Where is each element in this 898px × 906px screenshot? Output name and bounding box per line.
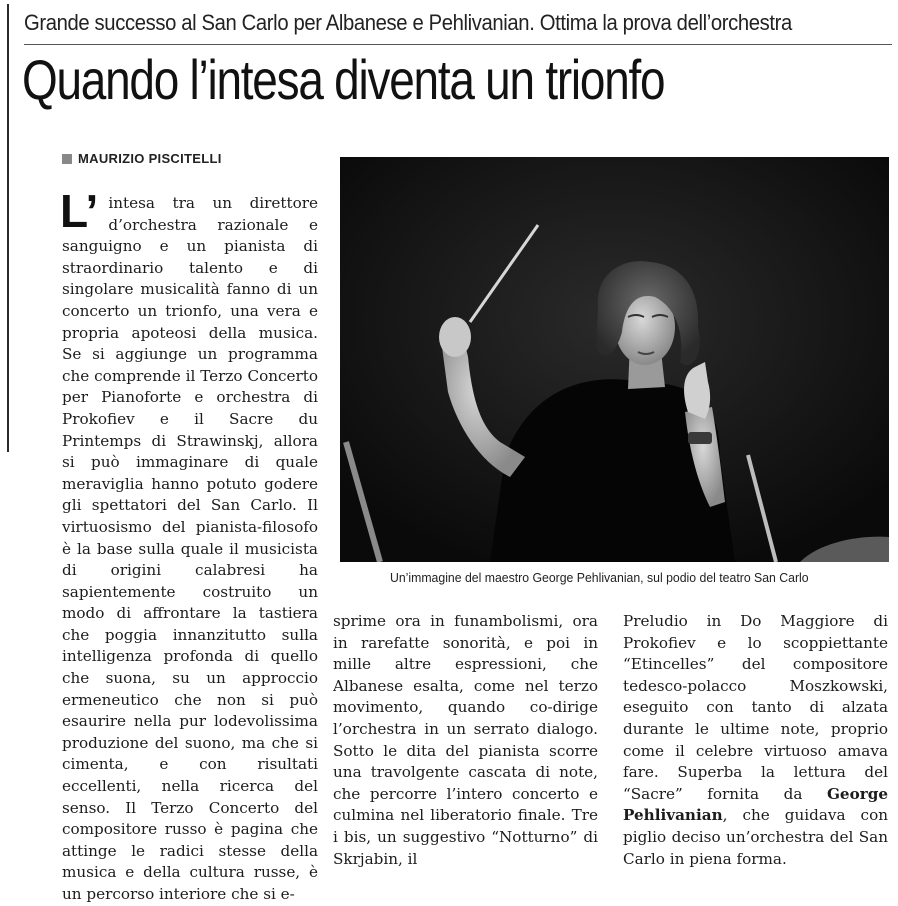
article-column-2 [333, 611, 598, 870]
drop-cap: L’ [60, 185, 99, 237]
photo-caption: Un’immagine del maestro George Pehlivanian, sul podio del teatro San Carlo [390, 570, 809, 585]
byline-author: MAURIZIO PISCITELLI [78, 151, 222, 166]
article-column-3 [623, 611, 888, 870]
column-2-text: sprime ora in funambolismi, ora in rarefatte sonorità, e poi in mille altre espressioni, che Albanese esalta, come nel terzo movimento, quando co-dirige l’orchestra in un serrato dialogo. Sotto le dita del pianista scorre una travolgente cascata di note, che percorre l’intero concerto e culmina nel liberatorio finale. Tre i bis, un suggestivo “Notturno” di Skrjabin, il [333, 612, 598, 868]
byline-square-icon [62, 154, 72, 164]
headline: Quando l’intesa diventa un trionfo [22, 48, 665, 111]
kicker: Grande successo al San Carlo per Albanese e Pehlivanian. Ottima la prova dell’orchestra [24, 10, 792, 35]
column-3-text-start: Preludio in Do Maggiore di Prokofiev e lo scoppiettante “Etincelles” del compositore tedesco-polacco Moszkowski, eseguito con tanto di alzata durante le ultime note, proprio come il celebre virtuoso amava fare. Superba la lettura del “Sacre” fornita da [623, 612, 888, 803]
conductor-photo [340, 157, 889, 562]
byline [62, 151, 222, 166]
column-3-text-end: , che guidava con piglio deciso un’orchestra del San Carlo in piena forma. [623, 806, 888, 868]
conductor-name: George Pehlivanian [623, 784, 888, 825]
conductor-photo-illustration [340, 157, 889, 562]
kicker-divider [24, 44, 892, 45]
column-1-text: intesa tra un direttore d’orchestra razionale e sanguigno e un pianista di straordinario talento e di singolare musicalità fanno di un concerto un trionfo, una vera e propria apoteosi della musica. Se si aggiunge un programma che comprende il Terzo Concerto per Pianoforte e orchestra di Prokofiev e il Sacre du Printemps di Strawinskj, allora si può immaginare di quale meraviglia hanno potuto godere gli spettatori del San Carlo. Il virtuosismo del pianista-filosofo è la base sulla quale il musicista di origini calabresi ha sapientemente costruito un modo di affrontare la tastiera che poggia innanzitutto sulla intelligenza profonda di quello che suona, su un approccio ermeneutico che non si può esaurire nella pur lodevolissima produzione del suono, ma che si cimenta, e con risultati eccellenti, nella ricerca del senso. Il Terzo Concerto del compositore russo è pagina che attinge le radici stesse della musica e della cultura russe, è un percorso interiore che si e- [62, 194, 318, 903]
article-column-1 [60, 185, 318, 906]
column-rule [7, 4, 9, 452]
